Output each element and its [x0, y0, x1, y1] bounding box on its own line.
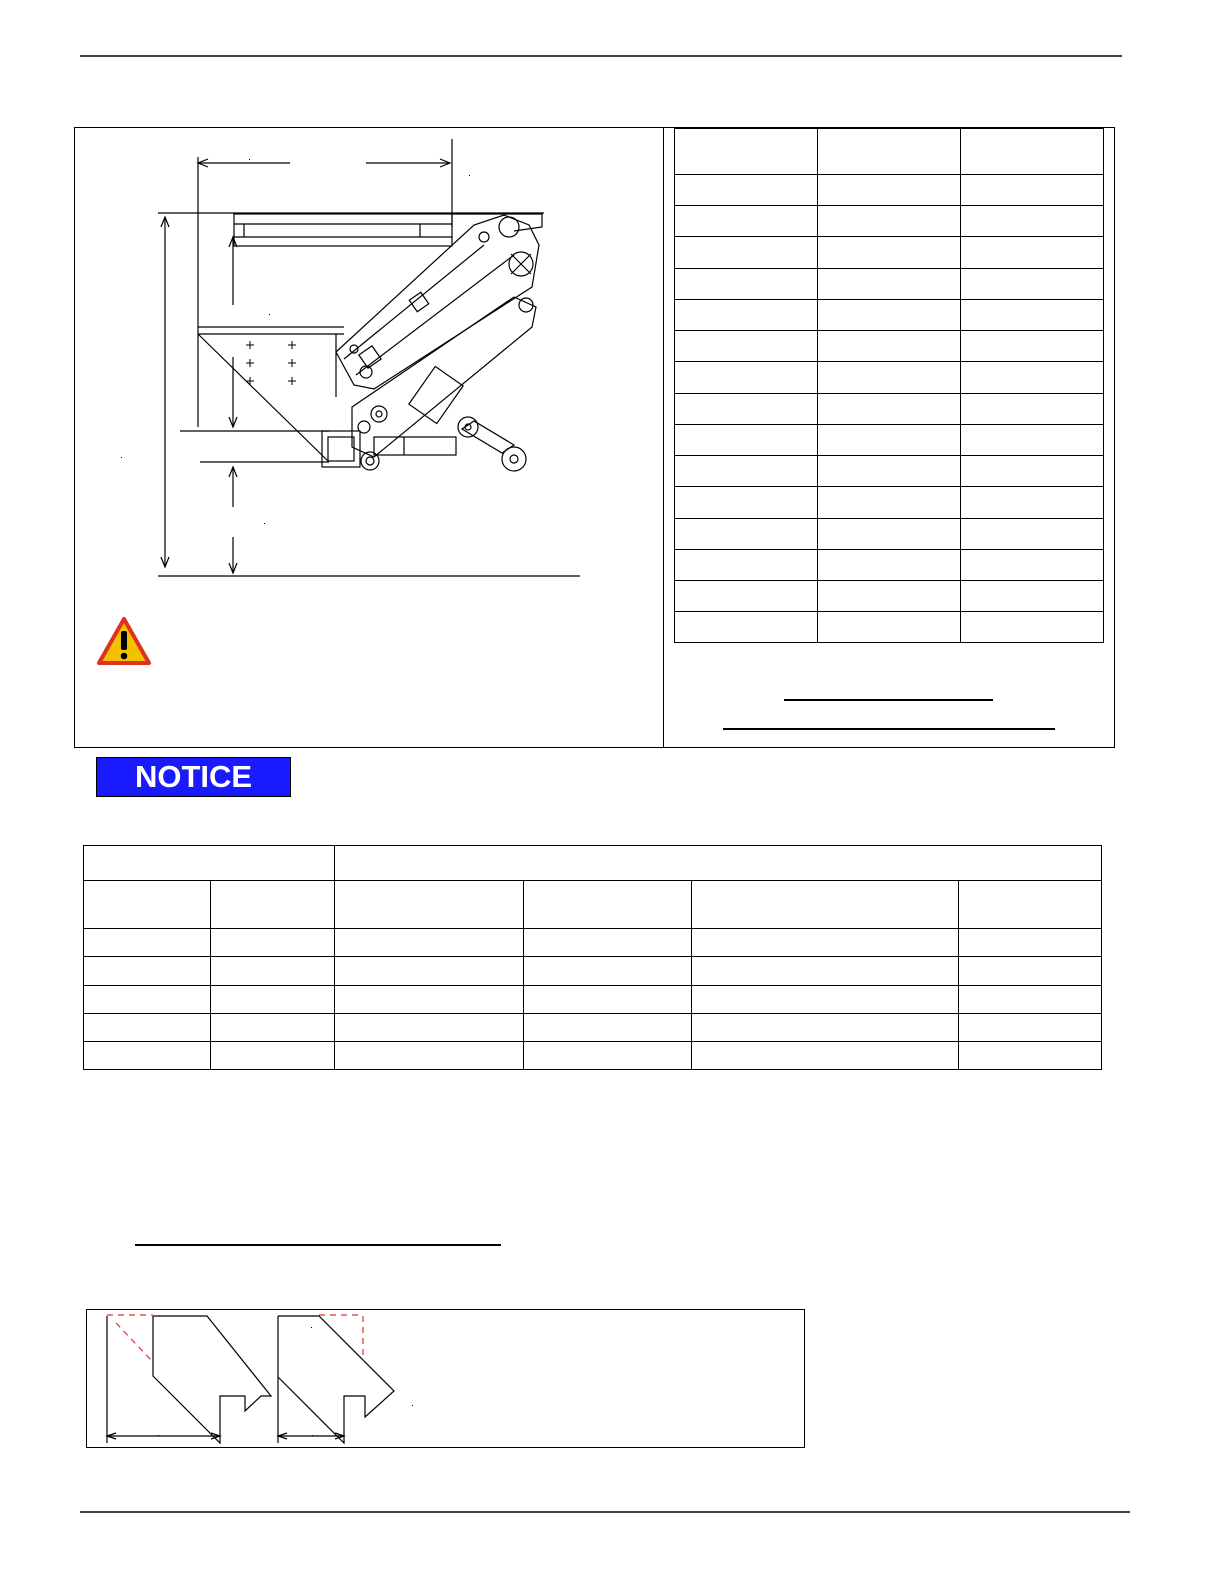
table-cell: [961, 581, 1104, 612]
footer-rule: [80, 1511, 1130, 1513]
table-cell: [961, 425, 1104, 456]
table-cell: [84, 929, 211, 957]
group-header-left: [84, 846, 335, 881]
table-cell: [524, 957, 692, 986]
table-cell: [675, 519, 818, 550]
table-cell: [818, 237, 961, 269]
table-cell: [524, 881, 692, 929]
table-cell: [692, 929, 959, 957]
table-cell: [675, 269, 818, 300]
table-cell: [524, 986, 692, 1014]
table-cell: [959, 986, 1102, 1014]
table-cell: [961, 612, 1104, 643]
table-cell: [84, 986, 211, 1014]
table-cell: [961, 487, 1104, 519]
section-heading-underline: [135, 1244, 501, 1246]
table-cell: [818, 394, 961, 425]
table-cell: [524, 1042, 692, 1070]
table-cell: [959, 929, 1102, 957]
table-cell: [675, 612, 818, 643]
table-cell: [818, 175, 961, 206]
table-cell: [675, 581, 818, 612]
table-cell: [524, 929, 692, 957]
table-cell: [335, 1014, 524, 1042]
specification-table: [83, 845, 1102, 1070]
table-cell: [335, 929, 524, 957]
table-cell: [961, 129, 1104, 175]
table-cell: [84, 957, 211, 986]
table-cell: [211, 1042, 335, 1070]
table-cell: [675, 394, 818, 425]
table-cell: [675, 425, 818, 456]
table-cell: [818, 581, 961, 612]
table-cell: [959, 881, 1102, 929]
table-cell: [818, 129, 961, 175]
table-cell: [818, 362, 961, 394]
table-cell: [818, 487, 961, 519]
table-cell: [818, 456, 961, 487]
table-cell: [818, 425, 961, 456]
table-cell: [675, 300, 818, 331]
table-cell: [959, 1042, 1102, 1070]
table-cell: [959, 1014, 1102, 1042]
caption-underline-1: [784, 699, 993, 701]
table-cell: [84, 881, 211, 929]
table-cell: [818, 300, 961, 331]
table-cell: [675, 175, 818, 206]
table-cell: [818, 269, 961, 300]
table-cell: [211, 929, 335, 957]
notice-banner: NOTICE: [96, 757, 291, 797]
table-cell: [818, 612, 961, 643]
table-cell: [675, 487, 818, 519]
table-cell: [675, 129, 818, 175]
group-header-right: [335, 846, 1102, 881]
table-cell: [961, 175, 1104, 206]
table-cell: [84, 1014, 211, 1042]
table-cell: [675, 206, 818, 237]
table-cell: [675, 331, 818, 362]
table-cell: [524, 1014, 692, 1042]
table-cell: [675, 550, 818, 581]
table-cell: [959, 957, 1102, 986]
table-cell: [335, 1042, 524, 1070]
table-cell: [818, 550, 961, 581]
table-cell: [211, 1014, 335, 1042]
crane-mount-drawing: [74, 127, 663, 748]
table-cell: [961, 519, 1104, 550]
dimension-table: [674, 128, 1104, 643]
table-cell: [961, 300, 1104, 331]
table-cell: [818, 331, 961, 362]
table-cell: [335, 881, 524, 929]
table-cell: [211, 881, 335, 929]
table-cell: [961, 362, 1104, 394]
table-cell: [675, 237, 818, 269]
table-cell: [961, 394, 1104, 425]
table-cell: [961, 456, 1104, 487]
table-cell: [692, 986, 959, 1014]
table-cell: [211, 986, 335, 1014]
table-cell: [961, 206, 1104, 237]
table-cell: [692, 957, 959, 986]
table-cell: [692, 881, 959, 929]
table-cell: [675, 456, 818, 487]
table-cell: [335, 957, 524, 986]
table-cell: [675, 362, 818, 394]
table-cell: [692, 1042, 959, 1070]
table-cell: [961, 269, 1104, 300]
panel-divider: [663, 127, 664, 748]
table-cell: [84, 1042, 211, 1070]
table-cell: [335, 986, 524, 1014]
cutout-diagram: [86, 1309, 805, 1448]
table-cell: [692, 1014, 959, 1042]
table-cell: [211, 957, 335, 986]
table-cell: [818, 206, 961, 237]
header-rule: [80, 55, 1122, 57]
table-cell: [961, 237, 1104, 269]
caption-underline-2: [723, 728, 1055, 730]
table-cell: [961, 550, 1104, 581]
table-cell: [961, 331, 1104, 362]
table-cell: [818, 519, 961, 550]
warning-triangle-icon: [96, 616, 152, 666]
